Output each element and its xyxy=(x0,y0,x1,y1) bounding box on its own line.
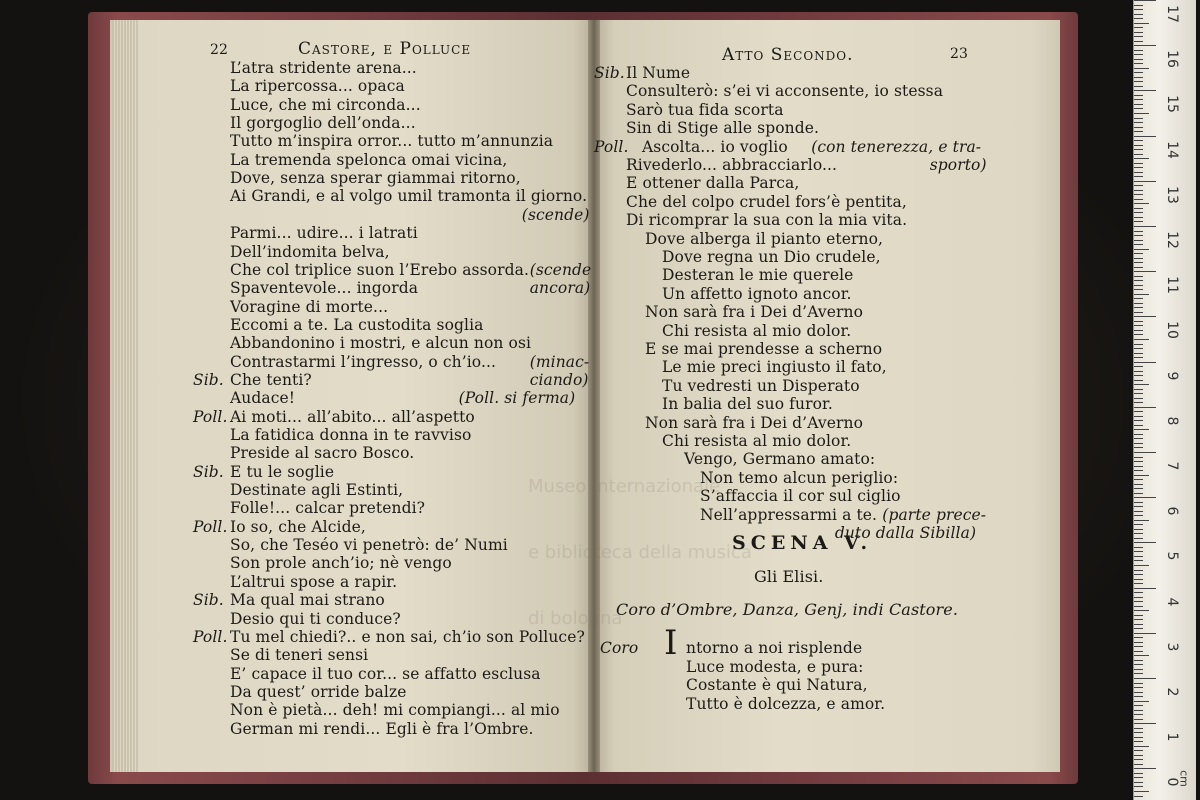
verse-line: Nell’appressarmi a te. xyxy=(700,505,878,524)
ruler-tick xyxy=(1134,542,1156,543)
ruler-number: 9 xyxy=(1164,371,1180,381)
ruler-tick xyxy=(1134,411,1143,412)
verse-line: La ripercossa... opaca xyxy=(230,77,405,96)
verse-line: Tu vedresti un Disperato xyxy=(662,376,860,395)
ruler-tick xyxy=(1134,443,1143,444)
ruler-tick xyxy=(1134,457,1143,458)
ruler-tick xyxy=(1134,321,1143,322)
ruler-number: 16 xyxy=(1164,50,1180,69)
verse-line: Destinate agli Estinti, xyxy=(230,481,404,500)
ruler-tick xyxy=(1134,389,1143,390)
ruler-tick xyxy=(1134,235,1143,236)
verse-line: Spaventevole... ingorda xyxy=(230,279,419,298)
stage-direction: (minac- xyxy=(529,352,590,371)
ruler-tick xyxy=(1134,90,1156,91)
ruler-tick xyxy=(1134,502,1143,503)
right-running-head: Atto Secondo. xyxy=(722,45,854,65)
ruler-tick xyxy=(1134,366,1143,367)
ruler-tick xyxy=(1134,755,1143,756)
ruler-tick xyxy=(1134,669,1143,670)
ruler-tick xyxy=(1134,298,1143,299)
ruler-tick xyxy=(1134,407,1156,408)
ruler-tick xyxy=(1134,660,1143,661)
watermark-line: e biblioteca della musica xyxy=(528,542,752,563)
ruler-tick xyxy=(1134,289,1143,290)
scene-place: Gli Elisi. xyxy=(754,567,824,586)
ruler-tick xyxy=(1134,628,1143,629)
speaker-label: Sib. xyxy=(193,462,224,481)
ruler-tick xyxy=(1134,221,1143,222)
stage-direction: duto dalla Sibilla) xyxy=(834,524,977,542)
ruler-tick xyxy=(1134,574,1143,575)
ruler-tick xyxy=(1134,81,1143,82)
ruler-tick xyxy=(1134,610,1149,611)
ruler-tick xyxy=(1134,240,1143,241)
verse-line: L’altrui spose a rapir. xyxy=(230,572,398,591)
ruler-tick xyxy=(1134,497,1156,498)
ruler-tick xyxy=(1134,420,1143,421)
chorus-line: ntorno a noi risplende xyxy=(686,639,863,657)
ruler-tick xyxy=(1134,741,1143,742)
ruler-tick xyxy=(1134,32,1143,33)
stage-direction: ciando) xyxy=(529,370,589,389)
ruler-tick xyxy=(1134,59,1143,60)
right-page-number: 23 xyxy=(950,46,969,62)
ruler-tick xyxy=(1134,402,1143,403)
ruler-tick xyxy=(1134,461,1143,462)
ruler-tick xyxy=(1134,118,1143,119)
verse-line: Consulterò: s’ei vi acconsente, io stessa xyxy=(626,82,944,101)
ruler-tick xyxy=(1134,212,1143,213)
ruler-tick xyxy=(1134,723,1156,724)
ruler-tick xyxy=(1134,339,1149,340)
ruler-tick xyxy=(1134,438,1143,439)
ruler-tick xyxy=(1134,325,1143,326)
verse-line: Le mie preci ingiusto il fato, xyxy=(662,358,887,377)
ruler-tick xyxy=(1134,253,1143,254)
verse-line: In balia del suo furor. xyxy=(662,395,833,414)
left-running-head: Castore, e Polluce xyxy=(298,39,472,59)
scene-heading: SCENA V. xyxy=(732,532,873,554)
ruler-tick xyxy=(1134,104,1143,105)
ruler-tick xyxy=(1134,592,1143,593)
verse-line: Chi resista al mio dolor. xyxy=(662,432,852,450)
ruler-tick xyxy=(1134,556,1143,557)
ruler-tick xyxy=(1134,145,1143,146)
ruler-number: 0 xyxy=(1164,777,1180,787)
ruler-tick xyxy=(1134,655,1149,656)
ruler-tick xyxy=(1134,425,1143,426)
verse-line: Sarò tua fida scorta xyxy=(626,100,784,119)
ruler-tick xyxy=(1134,791,1149,792)
verse-line: Che del colpo crudel fors’è pentita, xyxy=(626,192,907,211)
ruler-tick xyxy=(1134,637,1143,638)
ruler-tick xyxy=(1134,714,1143,715)
ruler-tick xyxy=(1134,176,1143,177)
verse-line: Il Nume xyxy=(626,64,691,82)
ruler-tick xyxy=(1134,470,1143,471)
verse-line: E tu le soglie xyxy=(230,462,335,481)
speaker-label: Sib. xyxy=(193,591,224,610)
ruler-tick xyxy=(1134,244,1143,245)
verse-line: Contrastarmi l’ingresso, o ch’io... xyxy=(230,352,497,371)
ruler-tick xyxy=(1134,375,1143,376)
ruler-tick xyxy=(1134,701,1149,702)
ruler-tick xyxy=(1134,334,1143,335)
ruler-unit: cm xyxy=(1177,770,1191,787)
ruler-tick xyxy=(1134,633,1156,634)
ruler-tick xyxy=(1134,140,1143,141)
verse-line: Che col triplice suon l’Erebo assorda. xyxy=(230,260,529,279)
ruler-tick xyxy=(1134,353,1143,354)
ruler-tick xyxy=(1134,294,1149,295)
ruler-number: 4 xyxy=(1164,597,1180,607)
ruler-tick xyxy=(1134,285,1143,286)
ruler-tick xyxy=(1134,280,1143,281)
ruler-tick xyxy=(1134,344,1143,345)
ruler-tick xyxy=(1134,9,1143,10)
ruler-tick xyxy=(1134,362,1156,363)
ruler-number: 13 xyxy=(1164,185,1180,204)
verse-line: Eccomi a te. La custodita soglia xyxy=(230,315,484,334)
verse-line: Son prole anch’io; nè vengo xyxy=(230,554,452,573)
ruler-tick xyxy=(1134,54,1143,55)
ruler-tick xyxy=(1134,515,1143,516)
ruler-tick xyxy=(1134,108,1143,109)
ruler-tick xyxy=(1134,167,1143,168)
speaker-label: Sib. xyxy=(594,64,625,82)
verse-line: Preside al sacro Bosco. xyxy=(230,444,415,463)
ruler-tick xyxy=(1134,606,1143,607)
ruler-tick xyxy=(1134,705,1143,706)
verse-line: Non è pietà... deh! mi compiangi... al mio xyxy=(230,701,560,720)
verse-line: German mi rendi... Egli è fra l’Ombre. xyxy=(230,719,534,738)
ruler-tick xyxy=(1134,565,1149,566)
verse-line: Chi resista al mio dolor. xyxy=(662,321,852,340)
ruler-tick xyxy=(1134,163,1143,164)
ruler-tick xyxy=(1134,646,1143,647)
ruler-tick xyxy=(1134,506,1143,507)
ruler-tick xyxy=(1134,533,1143,534)
verse-line: Ai moti... all’abito... all’aspetto xyxy=(230,407,475,426)
verse-line: Rivederlo... abbracciarlo... xyxy=(626,156,838,174)
ruler-tick xyxy=(1134,127,1143,128)
ruler-number: 7 xyxy=(1164,461,1180,471)
ruler-tick xyxy=(1134,185,1143,186)
ruler-tick xyxy=(1134,673,1143,674)
ruler-tick xyxy=(1134,0,1156,1)
ruler-tick xyxy=(1134,764,1143,765)
ruler-tick xyxy=(1134,560,1143,561)
ruler-number: 10 xyxy=(1164,321,1180,340)
ruler-tick xyxy=(1134,642,1143,643)
ruler-tick xyxy=(1134,267,1143,268)
ruler-tick xyxy=(1134,768,1156,769)
verse-line: Dove, senza sperar giammai ritorno, xyxy=(230,169,521,188)
ruler-tick xyxy=(1134,466,1143,467)
ruler-tick xyxy=(1134,95,1143,96)
ruler-tick xyxy=(1134,393,1143,394)
ruler-tick xyxy=(1134,786,1143,787)
ruler-tick xyxy=(1134,122,1143,123)
ruler-tick xyxy=(1134,732,1143,733)
ruler-tick xyxy=(1134,416,1143,417)
stage-direction: (scende) xyxy=(521,205,590,224)
ruler-tick xyxy=(1134,452,1156,453)
verse-line: Ma qual mai strano xyxy=(230,591,385,610)
ruler-tick xyxy=(1134,258,1143,259)
ruler-tick xyxy=(1134,782,1143,783)
ruler-tick xyxy=(1134,226,1156,227)
chorus-speaker: Coro xyxy=(600,639,639,657)
verse-line: Folle!... calcar pretendi? xyxy=(230,499,426,518)
ruler-tick xyxy=(1134,529,1143,530)
ruler-tick xyxy=(1134,312,1143,313)
ruler-number: 12 xyxy=(1164,231,1180,249)
ruler-tick xyxy=(1134,208,1143,209)
ruler-tick xyxy=(1134,203,1149,204)
watermark-line: di bologna xyxy=(528,608,623,629)
ruler-number: 14 xyxy=(1164,140,1180,159)
verse-line: Desio qui ti conduce? xyxy=(230,609,401,628)
speaker-label: Poll. xyxy=(594,137,629,156)
stage-direction: (Poll. si ferma) xyxy=(458,389,576,408)
ruler-number: 6 xyxy=(1164,506,1180,516)
ruler-number: 17 xyxy=(1164,5,1180,23)
verse-line: Luce, che mi circonda... xyxy=(230,95,421,114)
verse-line: Sin di Stige alle sponde. xyxy=(626,119,820,138)
stage-direction: (scende xyxy=(529,260,592,279)
ruler-tick xyxy=(1134,488,1143,489)
chorus-line: Luce modesta, e pura: xyxy=(686,657,864,676)
verse-line: E’ capace il tuo cor... se affatto esclusa xyxy=(230,664,541,683)
ruler-tick xyxy=(1134,113,1149,114)
verse-line: Che tenti? xyxy=(230,370,312,389)
speaker-label: Poll. xyxy=(193,627,228,646)
verse-line: E se mai prendesse a scherno xyxy=(645,340,883,358)
ruler-tick xyxy=(1134,475,1149,476)
library-watermark xyxy=(528,432,752,652)
ruler-tick xyxy=(1134,262,1143,263)
ruler-tick xyxy=(1134,72,1143,73)
ruler-tick xyxy=(1134,14,1143,15)
left-page-number: 22 xyxy=(210,42,229,58)
ruler-tick xyxy=(1134,194,1143,195)
ruler-tick xyxy=(1134,683,1143,684)
ruler-tick xyxy=(1134,547,1143,548)
ruler-tick xyxy=(1134,601,1143,602)
ruler-tick xyxy=(1134,583,1143,584)
chorus-line: Tutto è dolcezza, e amor. xyxy=(686,694,886,713)
verse-line: Di ricomprar la sua con la mia vita. xyxy=(626,211,908,230)
verse-line: La fatidica donna in te ravviso xyxy=(230,426,472,444)
ruler-tick xyxy=(1134,271,1156,272)
ruler-tick xyxy=(1134,570,1143,571)
verse-line: Il gorgoglio dell’onda... xyxy=(230,114,416,133)
ruler-tick xyxy=(1134,624,1143,625)
ruler-tick xyxy=(1134,750,1143,751)
ruler-tick xyxy=(1134,484,1143,485)
ruler-tick xyxy=(1134,45,1156,46)
verse-line: Ascolta... io voglio xyxy=(642,137,788,156)
ruler-tick xyxy=(1134,18,1143,19)
ruler-tick xyxy=(1134,479,1143,480)
ruler-tick xyxy=(1134,737,1143,738)
verse-line: Ai Grandi, e al volgo umil tramonta il giorno. xyxy=(230,187,588,206)
watermark-line: Museo internazionale xyxy=(528,476,721,497)
ruler-number: 2 xyxy=(1164,687,1180,697)
ruler-tick xyxy=(1134,651,1143,652)
ruler-tick xyxy=(1134,579,1143,580)
verse-line: Voragine di morte... xyxy=(230,297,389,316)
verse-line: Da quest’ orride balze xyxy=(230,682,407,701)
ruler-tick xyxy=(1134,371,1143,372)
ruler-tick xyxy=(1134,158,1149,159)
ruler-tick xyxy=(1134,68,1149,69)
ruler-tick xyxy=(1134,434,1143,435)
stage-direction: (parte prece- xyxy=(882,505,987,524)
ruler-number: 1 xyxy=(1164,732,1180,742)
verse-line: Dove alberga il pianto eterno, xyxy=(645,229,884,248)
ruler-tick xyxy=(1134,217,1143,218)
ruler-tick xyxy=(1134,597,1143,598)
ruler-tick xyxy=(1134,796,1143,797)
stage-direction: ancora) xyxy=(529,279,591,298)
ruler-tick xyxy=(1134,728,1143,729)
ruler-tick xyxy=(1134,199,1143,200)
book-gutter xyxy=(588,20,600,772)
scene-characters: Coro d’Ombre, Danza, Genj, indi Castore. xyxy=(616,600,959,619)
ruler-tick xyxy=(1134,36,1143,37)
ruler-number: 15 xyxy=(1164,95,1180,114)
verse-line: Desteran le mie querele xyxy=(662,266,854,285)
ruler-tick xyxy=(1134,348,1143,349)
verse-line: Abbandonino i mostri, e alcun non osi xyxy=(230,334,532,353)
verse-line: E ottener dalla Parca, xyxy=(626,174,800,193)
speaker-label: Sib. xyxy=(193,370,224,389)
ruler-tick xyxy=(1134,63,1143,64)
ruler-tick xyxy=(1134,678,1156,679)
drop-cap-initial: I xyxy=(664,623,678,663)
ruler-tick xyxy=(1134,588,1156,589)
ruler-tick xyxy=(1134,316,1156,317)
ruler-tick xyxy=(1134,136,1156,137)
ruler-tick xyxy=(1134,303,1143,304)
ruler-tick xyxy=(1134,99,1143,100)
measuring-ruler xyxy=(1133,0,1196,800)
ruler-tick xyxy=(1134,154,1143,155)
verse-line: Vengo, Germano amato: xyxy=(684,450,876,469)
ruler-number: 8 xyxy=(1164,416,1180,426)
ruler-tick xyxy=(1134,746,1149,747)
speaker-label: Poll. xyxy=(193,407,228,426)
ruler-tick xyxy=(1134,172,1143,173)
ruler-tick xyxy=(1134,687,1143,688)
ruler-number: 5 xyxy=(1164,551,1180,561)
verse-line: L’atra stridente arena... xyxy=(230,59,417,77)
ruler-tick xyxy=(1134,692,1143,693)
ruler-tick xyxy=(1134,77,1143,78)
verse-line: Audace! xyxy=(230,389,296,408)
verse-line: Tu mel chiedi?.. e non sai, ch’io son Polluce? xyxy=(230,627,585,646)
ruler-tick xyxy=(1134,773,1143,774)
verse-line: Dell’indomita belva, xyxy=(230,242,390,261)
ruler-tick xyxy=(1134,50,1143,51)
verse-line: Io so, che Alcide, xyxy=(230,517,366,536)
ruler-tick xyxy=(1134,330,1143,331)
ruler-tick xyxy=(1134,520,1149,521)
ruler-tick xyxy=(1134,759,1143,760)
ruler-tick xyxy=(1134,249,1149,250)
speaker-label: Poll. xyxy=(193,517,228,536)
ruler-tick xyxy=(1134,493,1143,494)
ruler-tick xyxy=(1134,619,1143,620)
ruler-tick xyxy=(1134,777,1143,778)
verse-line: Tutto m’inspira orror... tutto m’annunzia xyxy=(230,132,554,151)
ruler-number: 11 xyxy=(1164,276,1180,295)
ruler-tick xyxy=(1134,615,1143,616)
verse-line: La tremenda spelonca omai vicina, xyxy=(230,150,508,169)
ruler-tick xyxy=(1134,398,1143,399)
ruler-tick xyxy=(1134,131,1143,132)
verse-line: So, che Teséo vi penetrò: de’ Numi xyxy=(230,536,508,555)
ruler-tick xyxy=(1134,41,1143,42)
ruler-tick xyxy=(1134,538,1143,539)
ruler-tick xyxy=(1134,86,1143,87)
ruler-tick xyxy=(1134,5,1143,6)
ruler-tick xyxy=(1134,23,1149,24)
verse-line: Non temo alcun periglio: xyxy=(700,468,899,487)
ruler-tick xyxy=(1134,429,1149,430)
ruler-tick xyxy=(1134,696,1143,697)
ruler-tick xyxy=(1134,276,1143,277)
ruler-tick xyxy=(1134,447,1143,448)
page-edges xyxy=(112,20,138,772)
ruler-tick xyxy=(1134,551,1143,552)
ruler-tick xyxy=(1134,664,1143,665)
ruler-tick xyxy=(1134,380,1143,381)
ruler-tick xyxy=(1134,231,1143,232)
ruler-tick xyxy=(1134,307,1143,308)
ruler-tick xyxy=(1134,384,1149,385)
ruler-tick xyxy=(1134,181,1156,182)
verse-line: Non sarà fra i Dei d’Averno xyxy=(645,413,864,432)
stage-direction: sporto) xyxy=(929,156,987,174)
ruler-tick xyxy=(1134,710,1143,711)
verse-line: Se di teneri sensi xyxy=(230,646,369,665)
ruler-tick xyxy=(1134,511,1143,512)
ruler-tick xyxy=(1134,719,1143,720)
ruler-number: 3 xyxy=(1164,642,1180,652)
verse-line: Parmi... udire... i latrati xyxy=(230,224,418,243)
chorus-line: Costante è qui Natura, xyxy=(686,676,868,694)
verse-line: Non sarà fra i Dei d’Averno xyxy=(645,303,864,322)
ruler-tick xyxy=(1134,524,1143,525)
verse-line: Dove regna un Dio crudele, xyxy=(662,248,881,266)
ruler-tick xyxy=(1134,149,1143,150)
ruler-tick xyxy=(1134,357,1143,358)
stage-direction: (con tenerezza, e tra- xyxy=(811,137,982,156)
ruler-tick xyxy=(1134,27,1143,28)
ruler-tick xyxy=(1134,190,1143,191)
verse-line: S’affaccia il cor sul ciglio xyxy=(700,487,901,506)
verse-line: Un affetto ignoto ancor. xyxy=(662,284,852,303)
